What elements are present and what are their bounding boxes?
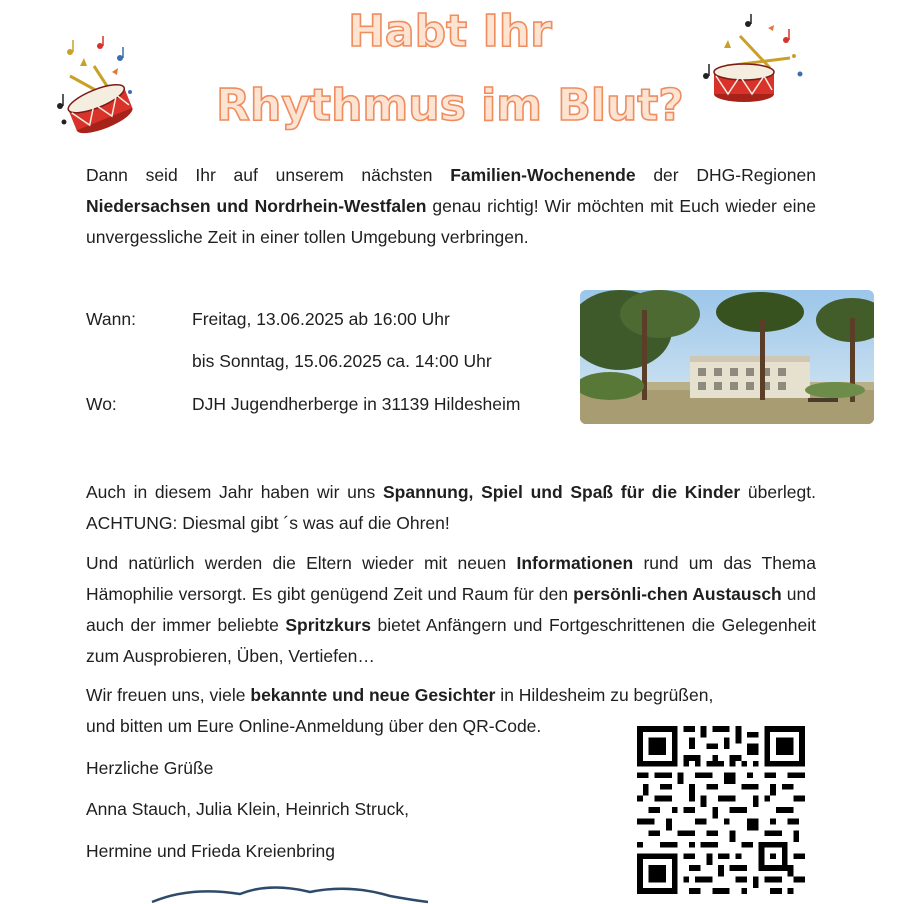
intro-text-1: Dann seid Ihr auf unserem nächsten: [86, 165, 451, 185]
kids-text-2: überlegt. ACHTUNG: Diesmal gibt ´s was auf die Ohren!: [86, 482, 816, 533]
title-line-2: Rhythmus im Blut?: [216, 80, 684, 131]
registration-qr-code[interactable]: [636, 726, 806, 894]
greeting: Herzliche Grüße: [86, 758, 214, 778]
kids-text-1: Auch in diesem Jahr haben wir uns: [86, 482, 383, 502]
when-value-end: bis Sonntag, 15.06.2025 ca. 14:00 Uhr: [192, 351, 492, 371]
parents-paragraph: [86, 548, 816, 672]
decorative-cloud-outline: [150, 884, 430, 904]
where-value: DJH Jugendherberge in 31139 Hildesheim: [192, 394, 521, 414]
intro-bold-regions: Niedersachsen und Nordrhein-Westfalen: [86, 196, 427, 216]
intro-text-3: genau richtig! Wir möchten mit Euch wieder eine unvergessliche Zeit in einer tollen Umgebung verbringen.: [86, 196, 816, 247]
parents-text-4: bietet Anfängern und Fortgeschrittenen die Gelegenheit zum Ausprobieren, Üben, Vertiefen…: [86, 615, 816, 666]
when-value-start: Freitag, 13.06.2025 ab 16:00 Uhr: [192, 309, 450, 329]
kids-bold-fun: Spannung, Spiel und Spaß für die Kinder: [382, 482, 741, 502]
when-label: Wann:: [86, 309, 136, 329]
intro-text-2: der DHG-Regionen: [635, 165, 816, 185]
drum-left-illustration: [50, 36, 142, 134]
welcome-text-2: in Hildesheim zu begrüßen,: [495, 685, 714, 705]
parents-text-2: rund um das Thema Hämophilie versorgt. Es gibt genügend Zeit und Raum für den: [86, 553, 816, 604]
parents-text-1: Und natürlich werden die Eltern wieder mit neuen: [86, 553, 517, 573]
intro-paragraph: [86, 160, 816, 253]
where-label: Wo:: [86, 394, 117, 414]
welcome-text-1: Wir freuen uns, viele: [86, 685, 251, 705]
parents-bold-exchange: persönli-chen Austausch: [573, 584, 782, 604]
parents-text-3: und auch der immer beliebte: [86, 584, 816, 635]
welcome-bold-faces: bekannte und neue Gesichter: [250, 685, 496, 705]
parents-bold-injection-course: Spritzkurs: [285, 615, 371, 635]
welcome-paragraph: [86, 680, 816, 711]
drum-right-illustration: [700, 14, 810, 106]
parents-bold-information: Informationen: [516, 553, 634, 573]
signature-names-2: Hermine und Frieda Kreienbring: [86, 841, 336, 861]
registration-line: und bitten um Eure Online-Anmeldung über den QR-Code.: [86, 716, 542, 736]
signature-names-1: Anna Stauch, Julia Klein, Heinrich Struck,: [86, 799, 409, 819]
intro-bold-family-weekend: Familien-Wochenende: [450, 165, 636, 185]
kids-paragraph: [86, 477, 816, 539]
youth-hostel-photo: [580, 290, 874, 424]
title-line-1: Habt Ihr: [348, 6, 552, 57]
